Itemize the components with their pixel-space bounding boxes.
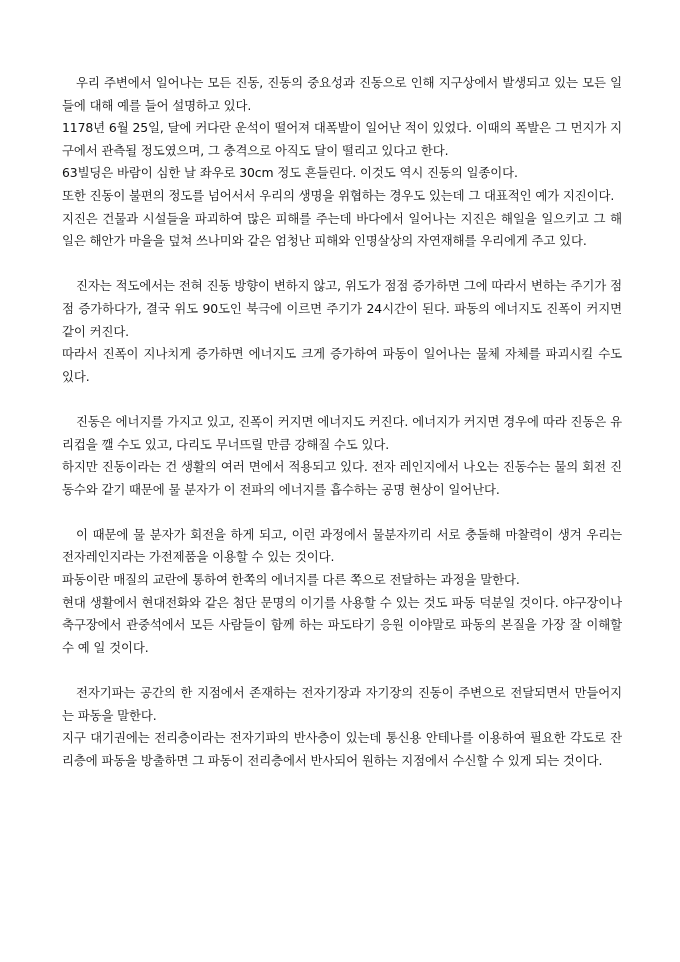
paragraph: 지진은 건물과 시설들을 파괴하여 많은 피해를 주는데 바다에서 일어나는 지진은 해일을 일으키고 그 해일은 해안가 마을을 덮쳐 쓰나미와 같은 엄청난 피해와 인명살상의 자연재해를 우리에게 주고 있다. bbox=[62, 210, 622, 249]
paragraph-gap bbox=[62, 501, 622, 524]
paragraph: 63빌딩은 바람이 심한 날 좌우로 30cm 정도 흔들린다. 이것도 역시 진동의 일종이다. bbox=[62, 165, 518, 181]
paragraph: 진동은 에너지를 가지고 있고, 진폭이 커지면 에너지도 커진다. 에너지가 커지면 경우에 따라 진동은 유리컵을 깰 수도 있고, 다리도 무너뜨릴 만큼 강해질 수도 있다. bbox=[62, 413, 622, 452]
paragraph: 하지만 진동이라는 건 생활의 여러 면에서 적용되고 있다. 전자 레인지에서 나오는 진동수는 물의 회전 진동수와 같기 때문에 물 분자가 이 전파의 에너지를 흡수하는 공명 현상이 일어난다. bbox=[62, 459, 622, 497]
paragraph: 파동이란 매질의 교란에 통하여 한쪽의 에너지를 다른 쪽으로 전달하는 과정을 말한다. bbox=[62, 572, 520, 588]
paragraph-gap bbox=[62, 659, 622, 682]
paragraph: 이 때문에 물 분자가 회전을 하게 되고, 이런 과정에서 물분자끼리 서로 충돌해 마찰력이 생겨 우리는 전자레인지라는 가전제품을 이용할 수 있는 것이다. bbox=[62, 526, 622, 565]
paragraph: 현대 생활에서 현대전화와 같은 첨단 문명의 이기를 사용할 수 있는 것도 파동 덕분일 것이다. 야구장이나 축구장에서 관중석에서 모든 사람들이 함께 하는 파도타기 응원 이야말로 파동의 본질을 가장 잘 이해할 수 예 일 것이다. bbox=[62, 594, 622, 655]
paragraph: 우리 주변에서 일어나는 모든 진동, 진동의 중요성과 진동으로 인해 지구상에서 발생되고 있는 모든 일들에 대해 예를 들어 설명하고 있다. bbox=[62, 75, 622, 113]
paragraph: 전자기파는 공간의 한 지점에서 존재하는 전자기장과 자기장의 진동이 주변으로 전달되면서 만들어지는 파동을 말한다. bbox=[62, 685, 622, 723]
paragraph: 또한 진동이 불편의 정도를 넘어서서 우리의 생명을 위협하는 경우도 있는데 그 대표적인 예가 지진이다. bbox=[62, 187, 615, 203]
paragraph: 1178년 6월 25일, 달에 커다란 운석이 떨어져 대폭발이 일어난 적이 있었다. 이때의 폭발은 그 먼지가 지구에서 관측될 정도였으며, 그 충격으로 아직도 달이 떨리고 있다고 한다. bbox=[62, 120, 622, 158]
paragraph-gap bbox=[62, 388, 622, 411]
paragraph-gap bbox=[62, 253, 622, 276]
paragraph: 진자는 적도에서는 전혀 진동 방향이 변하지 않고, 위도가 점점 증가하면 그에 따라서 변하는 주기가 점점 증가하다가, 결국 위도 90도인 북극에 이르면 주기가 24시간이 된다. 파동의 에너지도 진폭이 커지면 같이 커진다. bbox=[62, 278, 622, 339]
paragraph: 지구 대기권에는 전리층이라는 전자기파의 반사층이 있는데 통신용 안테나를 이용하여 필요한 각도로 잔리층에 파동을 방출하면 그 파동이 전리층에서 반사되어 원하는 지점에서 수신할 수 있게 되는 것이다. bbox=[62, 730, 622, 768]
paragraph: 따라서 진폭이 지나치게 증가하면 에너지도 크게 증가하여 파동이 일어나는 물체 자체를 파괴시킬 수도 있다. bbox=[62, 346, 622, 384]
document-body bbox=[62, 72, 622, 772]
